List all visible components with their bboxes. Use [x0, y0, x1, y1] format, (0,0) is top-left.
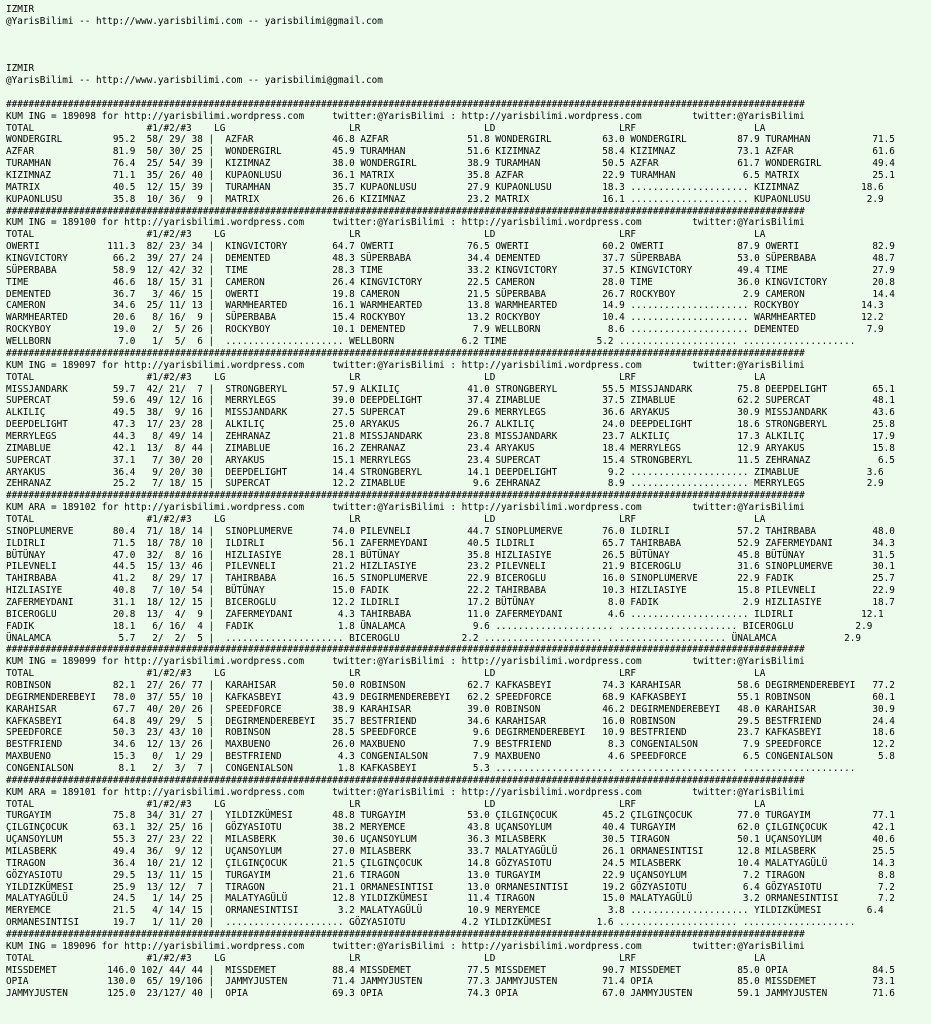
result-row: DEGIRMENDEREBEYI 78.0 37/ 55/ 10 | KAFKASBEYI 43.9 DEGIRMENDEREBEYI 62.2 SPEEDFORCE 68.9 KAFKASBEYI 55.1 ROBINSON 60.1 — [6, 691, 895, 703]
race-header-line: KUM ING = 189100 for http://yarisbilimi.wordpress.com twitter:@YarisBilimi : http://yarisbilimi.wordpress.com twitter:@YarisBilimi — [6, 217, 805, 229]
result-row: KIZIMNAZ 71.1 35/ 26/ 40 | KUPAONLUSU 36.1 MATRIX 35.8 AZFAR 22.9 TURAMHAN 6.5 MATRIX 25.1 — [6, 170, 895, 182]
result-row: HIZLIASIYE 40.8 7/ 10/ 54 | BÜTÜNAY 15.0 FADIK 22.2 TAHIRBABA 10.3 HIZLIASIYE 15.8 PILEVNELI 22.9 — [6, 585, 895, 597]
result-row: TURGAYIM 75.8 34/ 31/ 27 | YILDIZKÜMESI 48.8 TURGAYIM 53.0 ÇILGINÇOCUK 45.2 ÇILGINÇOCUK 77.0 TURGAYIM 77.1 — [6, 810, 895, 822]
result-row: SÜPERBABA 58.9 12/ 42/ 32 | TIME 28.3 TIME 33.2 KINGVICTORY 37.5 KINGVICTORY 49.4 TIME 27.9 — [6, 264, 895, 276]
result-row: AZFAR 81.9 50/ 30/ 25 | WONDERGIRL 45.9 TURAMHAN 51.6 KIZIMNAZ 58.4 KIZIMNAZ 73.1 AZFAR 61.6 — [6, 146, 895, 158]
result-row: BICEROGLU 20.8 13/ 4/ 9 | ZAFERMEYDANI 4.3 TAHIRBABA 11.0 ZAFERMEYDANI 4.6 ..................... ILDIRLI 12.1 — [6, 608, 884, 620]
result-row: ZEHRANAZ 25.2 7/ 18/ 15 | SUPERCAT 12.2 ZIMABLUE 9.6 ZEHRANAZ 8.9 ..................... MERRYLEGS 2.9 — [6, 478, 884, 490]
result-row: DEMENTED 36.7 3/ 46/ 15 | OWERTI 19.8 CAMERON 21.5 SÜPERBABA 26.7 ROCKYBOY 2.9 CAMERON 14.4 — [6, 288, 895, 300]
result-row: CONGENIALSON 8.1 2/ 3/ 7 | CONGENIALSON 1.8 KAFKASBEYI 5.3 ..................... ..................... .................... — [6, 763, 856, 774]
result-row: OWERTI 111.3 82/ 23/ 34 | KINGVICTORY 64.7 OWERTI 76.5 OWERTI 60.2 OWERTI 87.9 OWERTI 82.9 — [6, 241, 895, 253]
column-header-line: TOTAL #1/#2/#3 LG LR LD LRF LA — [6, 668, 766, 680]
result-row: WELLBORN 7.0 1/ 5/ 6 | ..................... WELLBORN 6.2 TIME 5.2 ..................... .................... — [6, 336, 856, 348]
column-header-line: TOTAL #1/#2/#3 LG LR LD LRF LA — [6, 952, 766, 964]
result-row: JAMMYJUSTEN 125.0 23/127/ 40 | OPIA 69.3 OPIA 74.3 OPIA 67.0 JAMMYJUSTEN 59.1 JAMMYJUSTEN 71.6 — [6, 988, 895, 1000]
result-row: SUPERCAT 37.1 7/ 30/ 20 | ARYAKUS 15.1 MERRYLEGS 23.4 SUPERCAT 15.4 STRONGBERYL 11.5 ZEHRANAZ 6.5 — [6, 454, 895, 466]
result-row: UÇANSOYLUM 55.3 27/ 23/ 22 | MILASBERK 30.6 UÇANSOYLUM 36.3 MILASBERK 30.5 TIRAGON 50.1 UÇANSOYLUM 40.6 — [6, 834, 895, 846]
result-row: TIME 46.6 18/ 15/ 31 | CAMERON 26.4 KINGVICTORY 22.5 CAMERON 28.0 TIME 36.0 KINGVICTORY 20.8 — [6, 276, 895, 288]
result-row: KAFKASBEYI 64.8 49/ 29/ 5 | DEGIRMENDEREBEYI 35.7 BESTFRIEND 34.6 KARAHISAR 16.0 ROBINSON 29.5 BESTFRIEND 24.4 — [6, 715, 895, 727]
race-header-line: KUM ING = 189099 for http://yarisbilimi.wordpress.com twitter:@YarisBilimi : http://yarisbilimi.wordpress.com twitter:@YarisBilimi — [6, 656, 805, 668]
result-row: KARAHISAR 67.7 40/ 20/ 26 | SPEEDFORCE 38.9 KARAHISAR 39.0 ROBINSON 46.2 DEGIRMENDEREBEYI 48.0 KARAHISAR 30.9 — [6, 703, 895, 715]
result-row: ROCKYBOY 19.0 2/ 5/ 26 | ROCKYBOY 10.1 DEMENTED 7.9 WELLBORN 8.6 ..................... DEMENTED 7.9 — [6, 324, 884, 336]
result-row: PILEVNELI 44.5 15/ 13/ 46 | PILEVNELI 21.2 HIZLIASIYE 23.2 PILEVNELI 21.9 BICEROGLU 31.6 SINOPLUMERVE 30.1 — [6, 561, 895, 573]
separator-line: ############################################################################################################################################## — [6, 347, 805, 359]
result-row: BÜTÜNAY 47.0 32/ 8/ 16 | HIZLIASIYE 28.1 BÜTÜNAY 35.8 HIZLIASIYE 26.5 BÜTÜNAY 45.8 BÜTÜNAY 31.5 — [6, 549, 895, 561]
column-header-line: TOTAL #1/#2/#3 LG LR LD LRF LA — [6, 798, 766, 810]
result-row: ORMANESINTISI 19.7 1/ 11/ 20 | ..................... GÖZYASIOTU 4.2 YILDIZKÜMESI 1.6 ..................... .................... — [6, 917, 856, 929]
result-row: KUPAONLUSU 35.8 10/ 36/ 9 | MATRIX 26.6 KIZIMNAZ 23.2 MATRIX 16.1 ..................... KUPAONLUSU 2.9 — [6, 193, 884, 205]
result-row: ALKILIÇ 49.5 38/ 9/ 16 | MISSJANDARK 27.5 SUPERCAT 29.6 MERRYLEGS 36.6 ARYAKUS 30.9 MISSJANDARK 43.6 — [6, 407, 895, 419]
separator-line: ############################################################################################################################################## — [6, 490, 805, 502]
race-header-line: KUM ING = 189096 for http://yarisbilimi.wordpress.com twitter:@YarisBilimi : http://yarisbilimi.wordpress.com twitter:@YarisBilimi — [6, 940, 805, 952]
result-row: TURAMHAN 76.4 25/ 54/ 39 | KIZIMNAZ 38.0 WONDERGIRL 38.9 TURAMHAN 50.5 AZFAR 61.7 WONDERGIRL 49.4 — [6, 158, 895, 170]
result-row: ARYAKUS 36.4 9/ 20/ 30 | DEEPDELIGHT 14.4 STRONGBERYL 14.1 DEEPDELIGHT 9.2 ..................... ZIMABLUE 3.6 — [6, 466, 884, 478]
result-row: ÜNALAMCA 5.7 2/ 2/ 5 | ..................... BICEROGLU 2.2 ..................... ..................... ÜNALAMCA 2.9 — [6, 632, 862, 644]
separator-line: ############################################################################################################################################## — [6, 205, 805, 217]
result-row: TAHIRBABA 41.2 8/ 29/ 17 | TAHIRBABA 16.5 SINOPLUMERVE 22.9 BICEROGLU 16.0 SINOPLUMERVE 22.9 FADIK 25.7 — [6, 573, 895, 585]
result-row: MALATYAGÜLÜ 24.5 1/ 14/ 25 | MALATYAGÜLÜ 12.8 YILDIZKÜMESI 11.4 TIRAGON 15.0 MALATYAGÜLÜ 3.2 ORMANESINTISI 7.2 — [6, 893, 895, 905]
column-header-line: TOTAL #1/#2/#3 LG LR LD LRF LA — [6, 229, 766, 241]
column-header-line: TOTAL #1/#2/#3 LG LR LD LRF LA — [6, 122, 766, 134]
city-title: IZMIR — [6, 4, 35, 15]
result-row: ZAFERMEYDANI 31.1 18/ 12/ 15 | BICEROGLU 12.2 ILDIRLI 17.2 BÜTÜNAY 8.0 FADIK 2.9 HIZLIASIYE 18.7 — [6, 596, 895, 608]
result-row: ROBINSON 82.1 27/ 26/ 77 | KARAHISAR 50.0 ROBINSON 62.7 KAFKASBEYI 74.3 KARAHISAR 58.6 DEGIRMENDEREBEYI 77.2 — [6, 679, 895, 691]
result-row: SPEEDFORCE 50.3 23/ 43/ 10 | ROBINSON 28.5 SPEEDFORCE 9.6 DEGIRMENDEREBEYI 10.9 BESTFRIEND 23.7 KAFKASBEYI 18.6 — [6, 727, 895, 739]
column-header-line: TOTAL #1/#2/#3 LG LR LD LRF LA — [6, 513, 766, 525]
result-row: MISSJANDARK 59.7 42/ 21/ 7 | STRONGBERYL 57.9 ALKILIÇ 41.0 STRONGBERYL 55.5 MISSJANDARK 75.8 DEEPDELIGHT 65.1 — [6, 383, 895, 395]
result-row: ÇILGINÇOCUK 63.1 32/ 25/ 16 | GÖZYASIOTU 38.2 MERYEMCE 43.8 UÇANSOYLUM 40.4 TURGAYIM 62.0 ÇILGINÇOCUK 42.1 — [6, 822, 895, 834]
result-row: MERRYLEGS 44.3 8/ 49/ 14 | ZEHRANAZ 21.8 MISSJANDARK 23.8 MISSJANDARK 23.7 ALKILIÇ 17.3 ALKILIÇ 17.9 — [6, 430, 895, 442]
result-row: WONDERGIRL 95.2 58/ 29/ 38 | AZFAR 46.8 AZFAR 51.8 WONDERGIRL 63.0 WONDERGIRL 87.9 TURAMHAN 71.5 — [6, 134, 895, 146]
separator-line: ############################################################################################################################################## — [6, 929, 805, 941]
result-row: SUPERCAT 59.6 49/ 12/ 16 | MERRYLEGS 39.0 DEEPDELIGHT 37.4 ZIMABLUE 37.5 ZIMABLUE 62.2 SUPERCAT 48.1 — [6, 395, 895, 407]
result-row: FADIK 18.1 6/ 16/ 4 | FADIK 1.8 ÜNALAMCA 9.6 ..................... ..................... BICEROGLU 2.9 — [6, 620, 873, 632]
contact-line: @YarisBilimi -- http://www.yarisbilimi.com -- yarisbilimi@gmail.com — [6, 15, 383, 27]
result-row: SINOPLUMERVE 80.4 71/ 18/ 14 | SINOPLUMERVE 74.0 PILEVNELI 44.7 SINOPLUMERVE 76.0 ILDIRLI 57.2 TAHIRBABA 48.0 — [6, 525, 895, 537]
race-header-line: KUM ING = 189097 for http://yarisbilimi.wordpress.com twitter:@YarisBilimi : http://yarisbilimi.wordpress.com twitter:@YarisBilimi — [6, 359, 805, 371]
result-row: YILDIZKÜMESI 25.9 13/ 12/ 7 | TIRAGON 21.1 ORMANESINTISI 13.0 ORMANESINTISI 19.2 GÖZYASIOTU 6.4 GÖZYASIOTU 7.2 — [6, 881, 895, 893]
result-row: OPIA 130.0 65/ 19/106 | JAMMYJUSTEN 71.4 JAMMYJUSTEN 77.3 JAMMYJUSTEN 71.4 OPIA 85.0 MISSDEMET 73.1 — [6, 976, 895, 988]
blank-line — [6, 51, 895, 63]
contact-line: @YarisBilimi -- http://www.yarisbilimi.com -- yarisbilimi@gmail.com — [6, 75, 383, 87]
result-row: MAXBUENO 15.3 0/ 1/ 29 | BESTFRIEND 4.3 CONGENIALSON 7.9 MAXBUENO 4.6 SPEEDFORCE 6.5 CONGENIALSON 5.8 — [6, 751, 895, 763]
blank-line — [6, 40, 895, 52]
result-row: MILASBERK 49.4 36/ 9/ 12 | UÇANSOYLUM 27.0 MILASBERK 33.7 MALATYAGÜLÜ 26.1 ORMANESINTISI 12.8 MILASBERK 25.5 — [6, 846, 895, 858]
result-row: TIRAGON 36.4 10/ 21/ 12 | ÇILGINÇOCUK 21.5 ÇILGINÇOCUK 14.8 GÖZYASIOTU 24.5 MILASBERK 10.4 MALATYAGÜLÜ 14.3 — [6, 857, 895, 869]
blank-line — [6, 28, 895, 40]
result-row: CAMERON 34.6 25/ 11/ 13 | WARMHEARTED 16.1 WARMHEARTED 13.8 WARMHEARTED 14.9 ..................... ROCKYBOY 14.3 — [6, 300, 884, 312]
result-row: MERYEMCE 21.5 4/ 14/ 15 | ORMANESINTISI 3.2 MALATYAGÜLÜ 10.9 MERYEMCE 3.8 ..................... YILDIZKÜMESI 6.4 — [6, 905, 884, 917]
column-header-line: TOTAL #1/#2/#3 LG LR LD LRF LA — [6, 371, 766, 383]
result-row: ILDIRLI 71.5 18/ 78/ 10 | ILDIRLI 56.1 ZAFERMEYDANI 40.5 ILDIRLI 65.7 TAHIRBABA 52.9 ZAFERMEYDANI 34.3 — [6, 537, 895, 549]
race-results-document — [6, 4, 895, 1000]
result-row: ZIMABLUE 42.1 13/ 8/ 44 | ZIMABLUE 16.2 ZEHRANAZ 23.4 ARYAKUS 18.4 MERRYLEGS 12.9 ARYAKUS 15.8 — [6, 442, 895, 454]
result-row: MATRIX 40.5 12/ 15/ 39 | TURAMHAN 35.7 KUPAONLUSU 27.9 KUPAONLUSU 18.3 ..................... KIZIMNAZ 18.6 — [6, 181, 884, 193]
result-row: DEEPDELIGHT 47.3 17/ 23/ 28 | ALKILIÇ 25.0 ARYAKUS 26.7 ALKILIÇ 24.0 DEEPDELIGHT 18.6 STRONGBERYL 25.8 — [6, 419, 895, 431]
result-row: MISSDEMET 146.0 102/ 44/ 44 | MISSDEMET 88.4 MISSDEMET 77.5 MISSDEMET 90.7 MISSDEMET 85.0 OPIA 84.5 — [6, 964, 895, 976]
separator-line: ############################################################################################################################################## — [6, 644, 805, 656]
city-title: IZMIR — [6, 63, 35, 75]
separator-line: ############################################################################################################################################## — [6, 98, 805, 110]
separator-line: ############################################################################################################################################## — [6, 774, 805, 786]
result-row: KINGVICTORY 66.2 39/ 27/ 24 | DEMENTED 48.3 SÜPERBABA 34.4 DEMENTED 37.7 SÜPERBABA 53.0 SÜPERBABA 48.7 — [6, 253, 895, 265]
blank-line — [6, 87, 895, 99]
result-row: BESTFRIEND 34.6 12/ 13/ 26 | MAXBUENO 26.0 MAXBUENO 7.9 BESTFRIEND 8.3 CONGENIALSON 7.9 SPEEDFORCE 12.2 — [6, 739, 895, 751]
race-header-line: KUM ARA = 189101 for http://yarisbilimi.wordpress.com twitter:@YarisBilimi : http://yarisbilimi.wordpress.com twitter:@YarisBilimi — [6, 786, 805, 798]
race-header-line: KUM ARA = 189102 for http://yarisbilimi.wordpress.com twitter:@YarisBilimi : http://yarisbilimi.wordpress.com twitter:@YarisBilimi — [6, 502, 805, 514]
result-row: GÖZYASIOTU 29.5 13/ 11/ 15 | TURGAYIM 21.6 TIRAGON 13.0 TURGAYIM 22.9 UÇANSOYLUM 7.2 TIRAGON 8.8 — [6, 869, 895, 881]
result-row: WARMHEARTED 20.6 8/ 16/ 9 | SÜPERBABA 15.4 ROCKYBOY 13.2 ROCKYBOY 10.4 ..................... WARMHEARTED 12.2 — [6, 312, 884, 324]
race-header-line: KUM ING = 189098 for http://yarisbilimi.wordpress.com twitter:@YarisBilimi : http://yarisbilimi.wordpress.com twitter:@YarisBilimi — [6, 110, 805, 122]
